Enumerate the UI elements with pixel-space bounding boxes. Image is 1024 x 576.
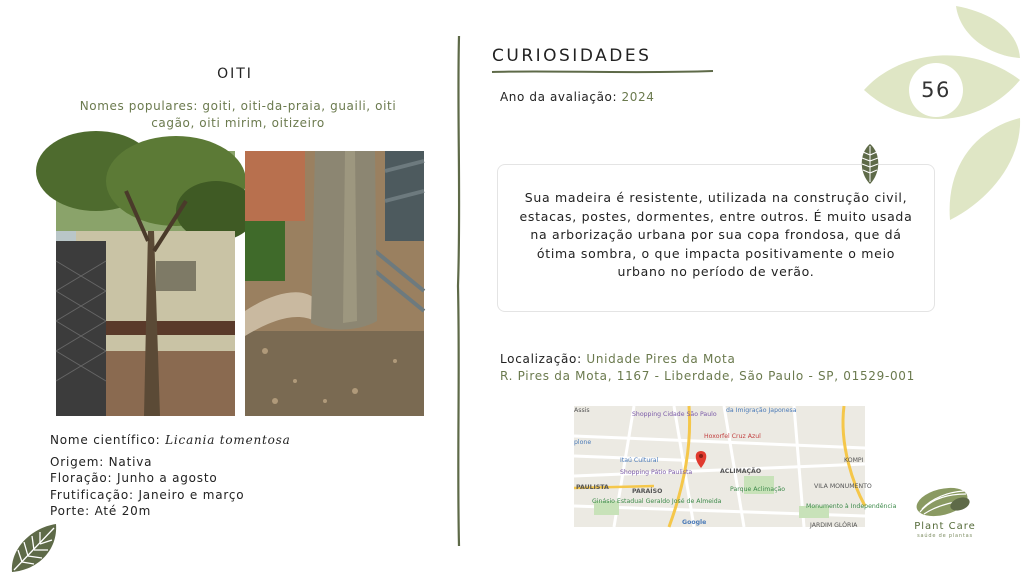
leaf-icon <box>857 143 883 185</box>
map-label-assis: Assis <box>574 407 590 414</box>
map-label-vila: VILA MONUMENTO <box>814 483 872 490</box>
column-divider <box>454 36 464 546</box>
brand-name: Plant Care <box>914 521 976 532</box>
plant-title: OITI <box>217 66 253 82</box>
tree-photo-trunk <box>245 151 424 416</box>
address: R. Pires da Mota, 1167 - Liberdade, São Paulo - SP, 01529-001 <box>500 369 915 383</box>
fruiting-info: Frutificação: Janeiro e março <box>50 488 245 502</box>
map-label-jardim: JARDIM GLÓRIA <box>810 522 858 529</box>
map-label-paulista: PAULISTA <box>576 484 609 491</box>
map-label-aclimacao: ACLIMAÇÃO <box>720 468 762 475</box>
page-number: 56 <box>921 78 951 102</box>
title-underline <box>490 68 715 76</box>
popular-names: Nomes populares: goiti, oiti-da-praia, guaili, oiti cagão, oiti mirim, oitizeiro <box>79 99 397 130</box>
location <box>500 352 736 366</box>
map-label-imigracao: da Imigração Japonesa <box>726 407 797 414</box>
scientific-name <box>50 433 291 447</box>
origin-info: Origem: Nativa <box>50 455 153 469</box>
location-value: Unidade Pires da Mota <box>586 352 736 366</box>
map-label-monumento: Monumento à Independência <box>806 503 897 510</box>
size-info: Porte: Até 20m <box>50 504 152 518</box>
leaf-icon <box>6 520 62 576</box>
map-label-cultural: Itaú Cultural <box>620 457 659 464</box>
tree-photo-building <box>56 151 235 416</box>
curiosity-text: Sua madeira é resistente, utilizada na construção civil, estacas, postes, dormentes, entre outros. É muito usada na arborização urbana por sua copa frondosa, que dá ótima sombra, o que impacta positivamente o meio urbano no período de verão. <box>519 190 913 280</box>
flowering-info: Floração: Junho a agosto <box>50 471 218 485</box>
map-google-logo: Google <box>682 519 707 526</box>
map-label-hospital: Hoxorfel Cruz Azul <box>704 433 761 440</box>
map-label-ginasio: Ginásio Estadual Geraldo José de Almeida <box>592 498 722 505</box>
scientific-name-label: Nome científico: <box>50 433 161 447</box>
map-label-plone: plone <box>574 439 592 446</box>
map-label-parque: Parque Aclimação <box>730 486 786 493</box>
map-label-patio-paulista: Shopping Pátio Paulista <box>620 469 693 476</box>
evaluation-year <box>500 90 655 104</box>
location-map[interactable] <box>574 406 897 529</box>
map-label-komp: KOMPI <box>844 457 864 464</box>
scientific-name-value: Licania tomentosa <box>165 433 291 447</box>
year-value: 2024 <box>621 90 655 104</box>
year-label: Ano da avaliação: <box>500 90 618 104</box>
map-label-paraiso: PARAÍSO <box>632 488 663 495</box>
location-label: Localização: <box>500 352 582 366</box>
map-label-shopping-cidade: Shopping Cidade São Paulo <box>632 411 717 418</box>
section-title: CURIOSIDADES <box>492 46 652 66</box>
brand-tagline: saúde de plantas <box>917 533 973 539</box>
